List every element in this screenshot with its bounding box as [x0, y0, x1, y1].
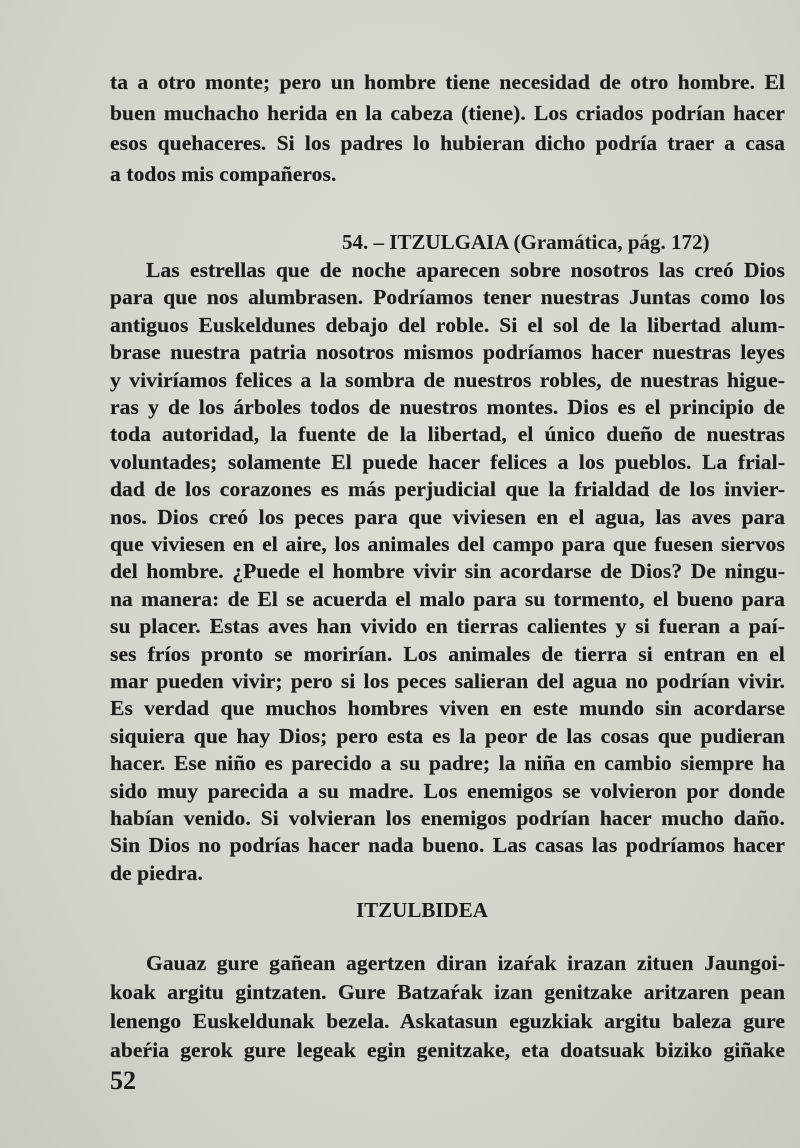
page-number: 52: [110, 1066, 136, 1095]
text-line: dad de los corazones es más perjudicial que la frialdad de los invier-: [110, 477, 785, 502]
text-line: Gauaz gure gañean agertzen diran izaŕak irazan zituen Jaungoi-: [146, 951, 785, 975]
text-line: brase nuestra patria nosotros mismos podríamos hacer nuestras leyes: [110, 340, 785, 365]
text-line: lenengo Euskeldunak bezela. Askatasun eguzkiak argitu baleza gure: [110, 1009, 785, 1033]
text-line: toda autoridad, la fuente de la libertad, el único dueño de nuestras: [110, 422, 785, 447]
text-line: Las estrellas que de noche aparecen sobre nosotros las creó Dios: [146, 258, 785, 282]
text-line: buen muchacho herida en la cabeza (tiene). Los criados podrían hacer: [110, 100, 785, 125]
text-line: ras y de los árboles todos de nuestros montes. Dios es el principio de: [110, 395, 785, 419]
text-line: siquiera que hay Dios; pero esta es la peor de las cosas que pudieran: [110, 723, 785, 748]
text-line: na manera: de El se acuerda el malo para su tormento, el bueno para: [110, 586, 785, 611]
text-line: para que nos alumbrasen. Podríamos tener nuestras Juntas como los: [110, 285, 785, 310]
exercise-heading: 54. – ITZULGAIA (Gramática, pág. 172): [342, 230, 710, 254]
text-line: antiguos Euskeldunes debajo del roble. Si el sol de la libertad alum-: [110, 312, 785, 337]
text-line: nos. Dios creó los peces para que viviesen en el agua, las aves para: [110, 504, 785, 529]
text-line: voluntades; solamente El puede hacer felices a los pueblos. La frial-: [110, 449, 785, 474]
text-line: ses fríos pronto se morirían. Los animales de tierra si entran en el: [110, 641, 785, 666]
text-line: de piedra.: [110, 860, 203, 885]
text-line: hacer. Ese niño es parecido a su padre; la niña en cambio siempre ha: [110, 751, 785, 776]
text-line: a todos mis compañeros.: [110, 161, 337, 186]
text-line: que viviesen en el aire, los animales del campo para que fuesen siervos: [110, 532, 785, 556]
text-line: ta a otro monte; pero un hombre tiene necesidad de otro hombre. El: [110, 70, 785, 94]
text-line: abeŕia gerok gure legeak egin genitzake, eta doatsuak biziko giñake: [110, 1038, 785, 1062]
text-line: esos quehaceres. Si los padres lo hubieran dicho podría traer a casa: [110, 131, 785, 155]
text-line: Es verdad que muchos hombres viven en este mundo sin acordarse: [110, 696, 785, 721]
text-line: su placer. Estas aves han vivido en tierras calientes y si fueran a paí-: [110, 614, 785, 639]
text-line: koak argitu gintzaten. Gure Batzaŕak izan genitzake aritzaren pean: [110, 980, 785, 1004]
text-line: Sin Dios no podrías hacer nada bueno. Las casas las podríamos hacer: [110, 833, 785, 858]
text-line: habían venido. Si volvieran los enemigos podrían hacer mucho daño.: [110, 806, 785, 830]
answer-heading: ITZULBIDEA: [356, 898, 488, 922]
text-line: del hombre. ¿Puede el hombre vivir sin acordarse de Dios? De ningu-: [110, 559, 785, 584]
text-line: y viviríamos felices a la sombra de nuestros robles, de nuestras higue-: [110, 367, 785, 392]
text-line: sido muy parecida a su madre. Los enemigos se volvieron por donde: [110, 778, 785, 803]
text-line: mar pueden vivir; pero si los peces salieran del agua no podrían vivir.: [110, 669, 785, 693]
